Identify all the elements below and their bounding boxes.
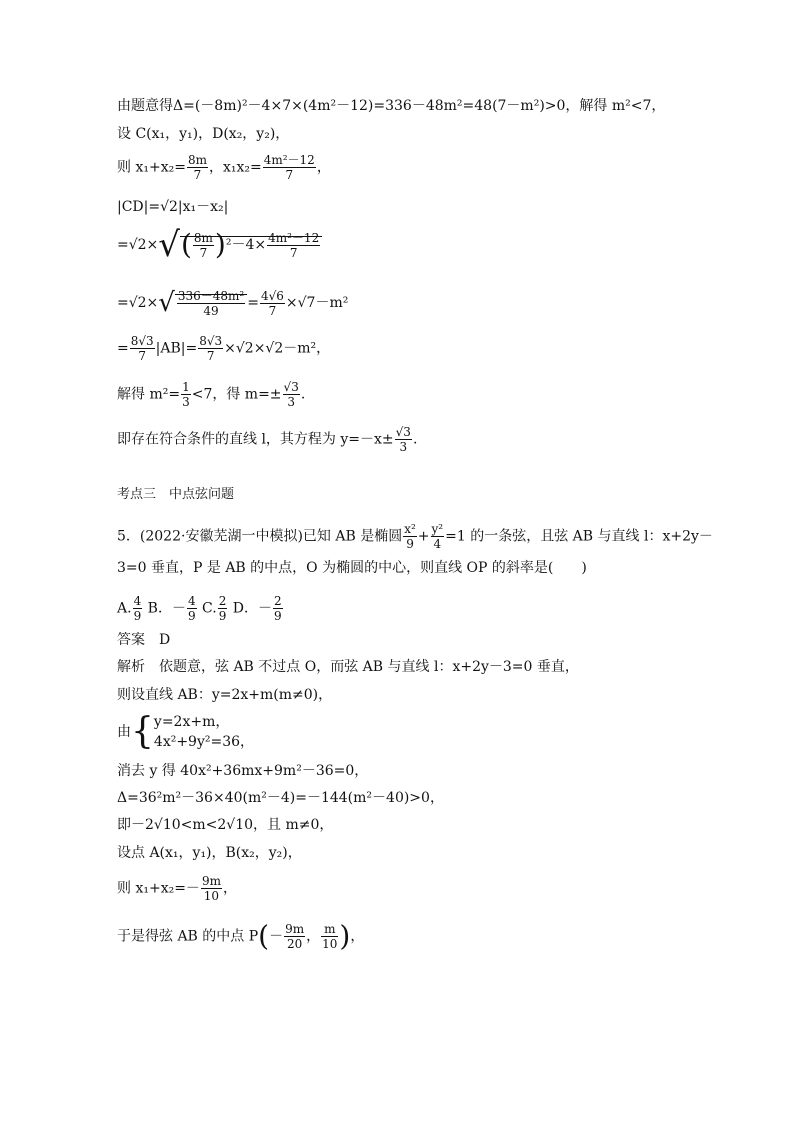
denominator: 3 [287,395,295,409]
option-d-label: D．－ [228,600,273,617]
text: . [300,386,306,403]
denominator: 9 [133,609,142,623]
numerator: 4 [133,594,142,608]
text: － [269,928,284,945]
denominator: 7 [138,349,147,363]
brace: { [131,711,154,752]
line-solve-m [117,380,305,409]
problem-line-1 [117,522,713,551]
denominator: 7 [268,303,277,318]
text: ， [222,880,237,897]
text: <7，得 m=± [191,386,282,403]
system-line [117,712,254,752]
fraction [263,153,316,182]
fraction [193,231,214,260]
radicand [175,288,247,318]
fraction [187,594,197,623]
denominator: 9 [274,609,282,623]
numerator: 8m [193,230,213,245]
answer-line: 答案 D [117,632,171,648]
solution-line-6: 即－2√10<m<2√10，且 m≠0， [117,817,334,833]
fraction [273,594,283,623]
option-a-label: A. [117,600,132,617]
bracket: ( [258,919,270,953]
radical-sign: √ [158,225,180,265]
line-cd-step2 [117,286,348,320]
line-cd-step3 [117,334,330,363]
solution-line-7: 设点 A(x₁，y₁)，B(x₂，y₂)， [117,845,302,861]
numerator: 8√3 [130,334,154,348]
denominator: 9 [187,609,196,623]
numerator: 9m [201,874,221,888]
bracket: ) [214,228,226,261]
line-cd-step1 [117,225,322,265]
text: = [247,295,259,311]
fraction [198,334,223,363]
option-c-label: C. [197,600,217,617]
numerator: 2 [274,594,282,608]
radical-sign: √ [158,288,175,318]
text: 解得 m²= [117,386,181,403]
numerator: 4m²－12 [263,153,315,167]
fraction [267,231,320,260]
options-line [117,594,284,623]
equation: 4x²+9y²=36， [153,734,255,750]
numerator: x² [404,522,416,536]
equation: y=2x+m， [153,714,230,730]
text: ， [350,928,365,945]
solution-line-1: 解析 依题意，弦 AB 不过点 O，而弦 AB 与直线 l：x+2y－3=0 垂直， [117,659,579,675]
text: 5．(2022·安徽芜湖一中模拟)已知 AB 是椭圆 [117,528,403,545]
problem-line-2: 3=0 垂直，P 是 AB 的中点，O 为椭圆的中心，则直线 OP 的斜率是( ) [117,560,587,576]
numerator: 8m [187,153,207,167]
solution-line-5: Δ=36²m²－36×40(m²－4)=－144(m²－40)>0， [117,790,444,806]
line-cd-length: |CD|=√2|x₁－x₂| [117,199,229,215]
text: + [417,528,430,545]
text: ×√7－m² [285,295,349,311]
fraction [321,922,338,951]
text: = [117,340,129,357]
fraction [260,289,285,318]
option-b-label: B．－ [143,600,186,617]
numerator: 9m [285,922,305,936]
denominator: 3 [399,440,408,454]
solution-line-4: 消去 y 得 40x²+36mx+9m²－36=0， [117,763,369,779]
text: =√2× [117,237,159,253]
text: ，x₁x₂= [208,159,262,176]
line-conclusion [117,425,417,454]
text: ， [316,159,331,176]
section-heading: 考点三 中点弦问题 [117,487,235,502]
text: 于是得弦 AB 的中点 P [117,928,259,945]
denominator: 4 [433,537,442,551]
fraction [284,922,305,951]
solution-line-2: 则设直线 AB：y=2x+m(m≠0)， [117,687,333,703]
numerator: 2 [218,594,227,608]
denominator: 20 [286,937,303,951]
fraction [403,522,417,551]
fraction [283,380,300,409]
fraction [201,874,222,903]
equation-system [154,712,254,752]
numerator: 4 [187,594,196,608]
solution-line-8 [117,874,237,903]
fraction [181,380,191,409]
denominator: 9 [406,537,414,551]
denominator: 7 [289,245,298,260]
numerator: 4√6 [260,288,284,303]
text: =1 的一条弦，且弦 AB 与直线 l：x+2y－ [445,528,713,545]
bracket: ( [180,228,192,261]
radicand [180,228,322,261]
numerator: m [321,922,338,937]
fraction [218,594,228,623]
line-discriminant: 由题意得Δ=(－8m)²－4×7×(4m²－12)=336－48m²=48(7－m²)>0，解得 m²<7， [117,98,666,114]
fraction [431,522,445,551]
line-set-cd: 设 C(x₁，y₁)，D(x₂，y₂)， [117,126,290,142]
text: |AB|= [155,340,198,357]
text: =√2× [117,295,159,311]
denominator: 3 [182,395,190,409]
numerator: 1 [182,380,190,394]
numerator: y² [431,522,444,536]
denominator: 9 [218,609,227,623]
fraction [177,289,245,318]
fraction [395,425,412,454]
text: 由 [117,724,131,740]
denominator: 7 [193,168,202,182]
numerator: 4m²－12 [268,230,320,245]
denominator: 10 [203,889,220,903]
denominator: 7 [285,168,294,182]
numerator: 336－48m² [177,288,245,303]
line-vieta [117,153,331,182]
fraction [187,153,208,182]
fraction [133,594,143,623]
numerator: 8√3 [199,334,223,348]
text: ， [306,928,321,945]
denominator: 7 [199,245,208,260]
denominator: 49 [203,303,219,318]
text: 则 x₁+x₂=－ [117,880,200,897]
bracket: ) [339,919,351,953]
solution-line-9 [117,919,365,953]
text: ×√2×√2－m²， [224,340,331,357]
denominator: 7 [206,349,215,363]
fraction [130,334,155,363]
denominator: 10 [322,937,338,951]
numerator: √3 [395,425,411,439]
text: . [412,431,418,448]
text: 即存在符合条件的直线 l，其方程为 y=－x± [117,431,394,448]
text: ²－4× [225,237,267,253]
numerator: √3 [283,380,299,394]
text: 则 x₁+x₂= [117,159,186,176]
